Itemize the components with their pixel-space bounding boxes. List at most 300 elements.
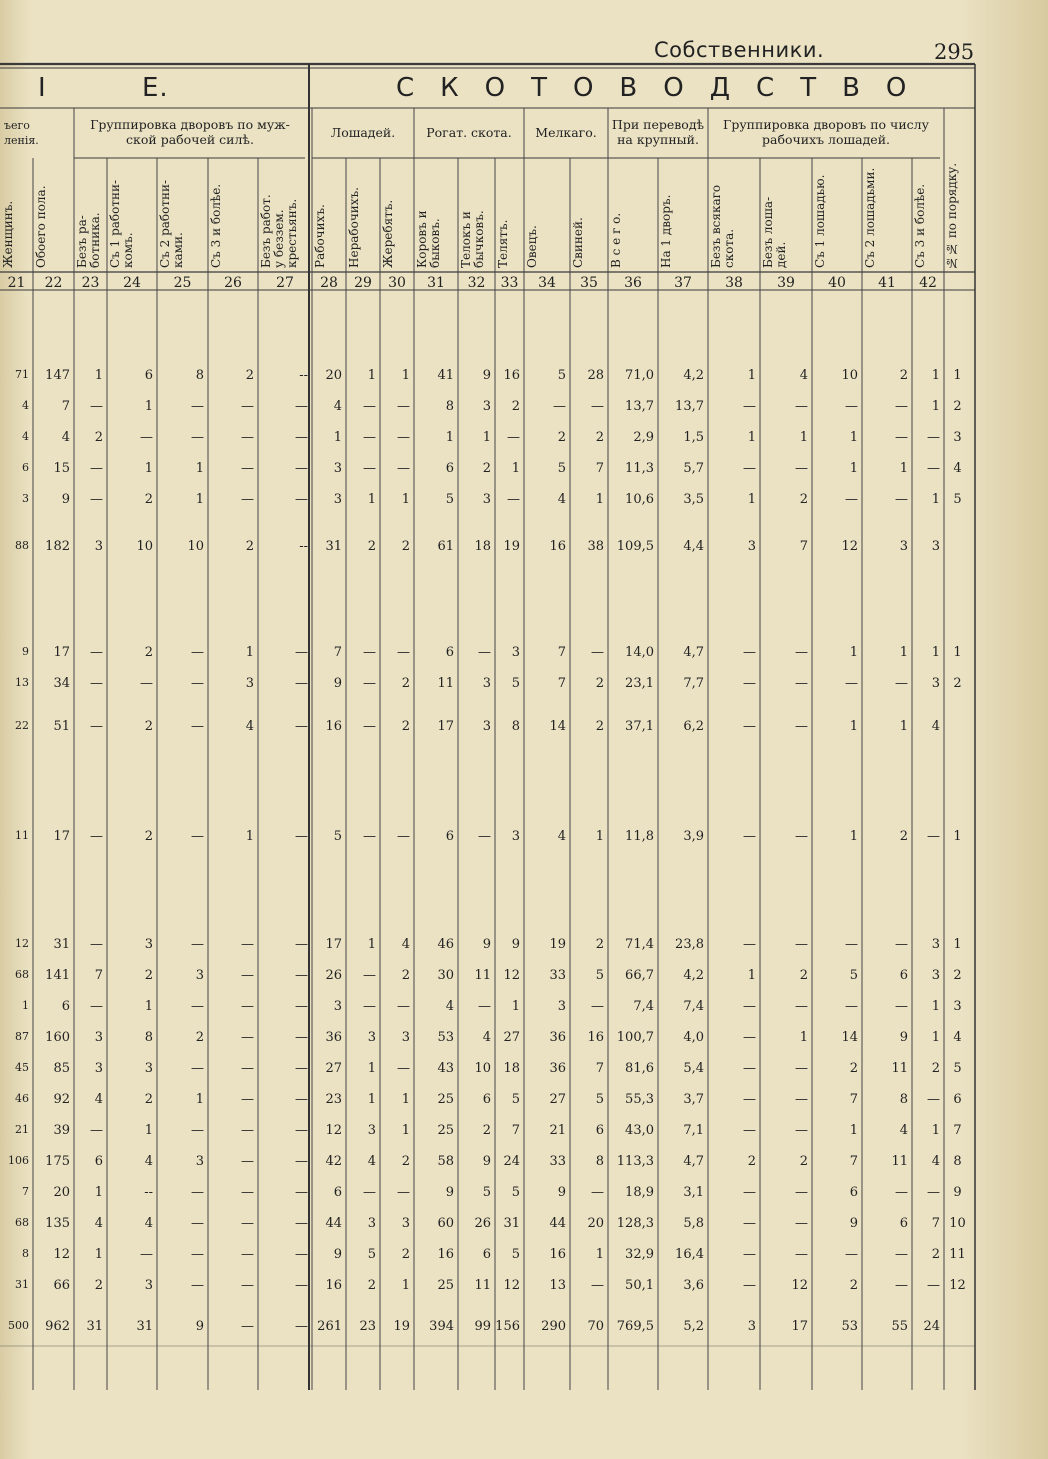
table-cell: 5 [367,1247,376,1262]
table-cell: 9 [511,937,520,952]
table-cell: 27 [549,1092,566,1107]
table-cell: — [241,1185,254,1200]
table-cell: 11,8 [625,829,654,844]
table-cell: 23,1 [625,676,654,691]
table-cell: 3 [931,676,940,691]
table-cell: 2 [401,1154,410,1169]
table-cell: — [845,676,858,691]
table-cell: 3 [482,676,491,691]
table-cell: — [507,430,520,445]
table-cell: 7 [94,968,103,983]
table-cell: — [295,1061,308,1076]
table-cell: 1 [849,829,858,844]
table-cell: 22 [15,719,29,732]
table-cell: 1 [953,829,962,844]
table-cell: — [743,461,756,476]
table-cell: 1 [747,430,756,445]
table-cell: 19 [393,1319,410,1334]
table-cell: — [191,1185,204,1200]
table-cell: — [241,461,254,476]
table-cell: 85 [53,1061,70,1076]
table-cell: 2 [595,430,604,445]
table-cell: — [363,829,376,844]
table-cell: 160 [45,1030,70,1045]
table-cell: 10 [187,539,204,554]
table-cell: 33 [549,968,566,983]
table-cell: 5 [595,1092,604,1107]
table-cell: — [397,645,410,660]
table-cell: 7 [333,645,342,660]
table-cell: 1 [367,1061,376,1076]
table-cell: 2 [799,968,808,983]
table-cell: 16 [549,1247,566,1262]
table-cell: 7 [557,676,566,691]
table-cell: 9 [333,676,342,691]
table-cell: 6 [61,999,70,1014]
column-header-label: Телятъ. [496,219,510,268]
table-cell: 2 [144,492,153,507]
table-cell: 55 [891,1319,908,1334]
table-cell: 11 [891,1061,908,1076]
table-cell: 1 [747,968,756,983]
table-cell: 2 [401,539,410,554]
table-cell: 4 [401,937,410,952]
table-cell: — [295,1185,308,1200]
table-cell: 17 [53,645,70,660]
group-cattle: Рогат. скота. [426,125,512,140]
table-cell: — [895,492,908,507]
table-cell: — [743,1030,756,1045]
table-cell: 2 [401,719,410,734]
table-cell: 2 [931,1247,940,1262]
table-cell: 1 [849,461,858,476]
table-cell: 1 [401,1092,410,1107]
table-cell: 2 [144,1092,153,1107]
table-cell: — [743,1216,756,1231]
column-number: 32 [467,275,486,291]
table-cell: 66 [53,1278,70,1293]
table-cell: — [895,1185,908,1200]
table-cell: 46 [15,1092,29,1105]
table-cell: — [140,1247,153,1262]
table-cell: 11 [891,1154,908,1169]
table-cell: — [363,645,376,660]
table-cell: — [927,1092,940,1107]
table-cell: — [927,1278,940,1293]
table-cell: 44 [549,1216,566,1231]
table-cell: 14,0 [625,645,654,660]
table-cell: 1 [94,1247,103,1262]
table-cell: 1 [953,937,962,952]
table-cell: — [295,1123,308,1138]
table-cell: 36 [549,1030,566,1045]
table-cell: 68 [15,968,29,981]
table-cell: 394 [429,1319,454,1334]
table-cell: 1 [931,368,940,383]
column-number: 35 [580,275,598,291]
group-horses: Лошадей. [330,125,396,140]
column-header-label: В с е г о. [609,212,623,268]
table-cell: 1 [144,461,153,476]
column-number: 27 [276,275,294,291]
table-cell: — [241,1030,254,1045]
table-cell: 2 [595,937,604,952]
table-cell: 4,2 [683,968,704,983]
table-cell: — [241,1061,254,1076]
table-cell: — [743,829,756,844]
column-header-label: Съ 3 и болѣе. [913,183,927,268]
table-cell: — [397,1185,410,1200]
table-cell: 5,8 [683,1216,704,1231]
table-cell: 3 [747,539,756,554]
table-cell: — [295,676,308,691]
column-number: 33 [500,275,519,291]
table-cell: 2 [799,1154,808,1169]
table-cell: — [591,399,604,414]
table-cell: 7,4 [633,999,654,1014]
table-cell: 4,7 [683,1154,704,1169]
table-cell: 3 [401,1216,410,1231]
column-number: 31 [427,275,445,291]
table-cell: 4 [144,1216,153,1231]
table-cell: 14 [549,719,566,734]
table-cell: 2 [401,1247,410,1262]
table-cell: 1 [953,645,962,660]
table-cell: 3,9 [683,829,704,844]
table-cell: — [363,719,376,734]
column-header-label: Съ 2 работни- ками. [158,179,185,268]
table-cell: 1 [245,645,254,660]
table-cell: 68 [15,1216,29,1229]
table-cell: 3 [94,539,103,554]
table-cell: 2 [94,1278,103,1293]
table-cell: 7 [557,645,566,660]
column-number: 30 [388,275,406,291]
table-cell: 20 [53,1185,70,1200]
table-cell: 6,2 [683,719,704,734]
table-cell: — [241,1154,254,1169]
table-cell: 3 [482,719,491,734]
table-cell: — [191,1247,204,1262]
table-cell: — [743,676,756,691]
table-cell: — [90,719,103,734]
table-cell: — [743,1123,756,1138]
table-cell: 1 [367,492,376,507]
column-header-label: Овецъ. [525,225,539,268]
table-cell: 1 [849,719,858,734]
table-cell: 12 [841,539,858,554]
table-cell: 4 [899,1123,908,1138]
table-cell: 1 [799,1030,808,1045]
table-cell: 44 [325,1216,342,1231]
table-cell: 5,2 [683,1319,704,1334]
column-header-label: Нерабочихъ. [347,187,361,268]
table-cell: 31 [503,1216,520,1231]
table-cell: 2 [144,719,153,734]
table-cell: 1 [333,430,342,445]
table-cell: 3 [953,430,962,445]
column-header-label: Съ 1 лошадью. [813,174,827,268]
table-cell: — [397,999,410,1014]
table-cell: — [478,829,491,844]
column-header-label: Телокъ и бычковъ. [459,210,486,268]
table-cell: 2 [144,968,153,983]
table-cell: 18 [474,539,491,554]
table-cell: 12 [503,968,520,983]
table-cell: — [478,999,491,1014]
table-cell: 1 [94,368,103,383]
table-cell: 16 [549,539,566,554]
table-cell: 71,0 [625,368,654,383]
table-cell: — [591,999,604,1014]
table-cell: 13 [15,676,29,689]
table-cell: 1 [195,492,204,507]
table-cell: 1 [931,492,940,507]
table-cell: 3,1 [683,1185,704,1200]
table-cell: 2 [595,719,604,734]
table-cell: 141 [45,968,70,983]
table-cell: 30 [437,968,454,983]
table-cell: — [90,492,103,507]
table-cell: 2 [144,645,153,660]
table-cell: 1 [511,461,520,476]
table-cell: 3 [195,968,204,983]
table-cell: 1 [367,368,376,383]
table-cell: 6 [849,1185,858,1200]
table-cell: 39 [53,1123,70,1138]
table-cell: — [191,430,204,445]
table-cell: 4,0 [683,1030,704,1045]
table-cell: 7 [595,1061,604,1076]
column-header-label: Рабочихъ. [313,204,327,268]
roman-numeral: I [38,73,47,103]
table-cell: 4 [953,1030,962,1045]
table-cell: — [795,676,808,691]
table-cell: — [363,1185,376,1200]
table-cell: 6 [953,1092,962,1107]
table-cell: 25 [437,1092,454,1107]
table-cell: — [743,1185,756,1200]
table-cell: 1 [899,461,908,476]
table-cell: 1 [849,645,858,660]
table-cell: — [295,492,308,507]
table-cell: — [90,937,103,952]
table-cell: 53 [841,1319,858,1334]
table-cell: 1 [595,492,604,507]
table-cell: 32,9 [625,1247,654,1262]
table-cell: 109,5 [616,539,654,554]
table-cell: 36 [325,1030,342,1045]
table-cell: 2 [953,968,962,983]
table-cell: 4 [94,1216,103,1231]
column-header-label: Безъ лоша- дей. [761,196,788,268]
table-cell: 4 [557,829,566,844]
table-cell: — [191,645,204,660]
table-cell: — [795,1185,808,1200]
table-cell: 1 [595,829,604,844]
group-horse-ownership: Группировка дворовъ по числу рабочихъ лошадей. [723,117,929,147]
table-cell: 8 [953,1154,962,1169]
column-number: 24 [123,275,141,291]
table-cell: 4 [482,1030,491,1045]
section-header: Собственники. [654,38,825,62]
table-cell: 38 [587,539,604,554]
table-cell: 2 [899,368,908,383]
table-cell: 5 [849,968,858,983]
table-cell: — [397,1061,410,1076]
table-cell: — [845,937,858,952]
table-cell: 9 [849,1216,858,1231]
table-cell: 5 [953,1061,962,1076]
table-cell: 2 [401,968,410,983]
table-cell: — [90,399,103,414]
table-cell: 4,2 [683,368,704,383]
table-cell: — [295,430,308,445]
table-cell: 5 [511,1247,520,1262]
table-cell: 99 [474,1319,491,1334]
table-cell: 3,7 [683,1092,704,1107]
table-cell: 3,6 [683,1278,704,1293]
column-header-label: №№ по порядку. [945,162,959,270]
table-cell: 17 [791,1319,808,1334]
table-cell: 1 [144,399,153,414]
table-cell: 156 [495,1319,520,1334]
table-cell: 13 [549,1278,566,1293]
table-cell: — [795,937,808,952]
table-cell: 2 [367,539,376,554]
table-cell: — [295,999,308,1014]
table-cell: — [191,999,204,1014]
table-cell: 17 [325,937,342,952]
table-cell: 7 [931,1216,940,1231]
table-cell: 7 [511,1123,520,1138]
table-cell: 4 [144,1154,153,1169]
table-cell: 21 [549,1123,566,1138]
table-cell: — [191,719,204,734]
column-header-label: Безъ работ. у беззем. крестьянъ. [259,194,299,268]
table-cell: 5,7 [683,461,704,476]
table-cell: 3 [511,829,520,844]
table-cell: 6 [445,461,454,476]
table-cell: — [241,1092,254,1107]
table-cell: — [795,461,808,476]
table-cell: 4 [953,461,962,476]
table-cell: 18,9 [625,1185,654,1200]
table-cell: — [795,1061,808,1076]
table-cell: 12 [15,937,29,950]
column-number: 41 [878,275,896,291]
table-cell: — [743,399,756,414]
table-cell: — [845,1247,858,1262]
column-number: 40 [828,275,846,291]
table-cell: 1 [799,430,808,445]
table-cell: 6 [445,645,454,660]
table-cell: 66,7 [625,968,654,983]
table-cell: 50,1 [625,1278,654,1293]
table-cell: — [191,1061,204,1076]
table-cell: 1 [931,399,940,414]
table-cell: 20 [587,1216,604,1231]
table-cell: — [795,1092,808,1107]
table-cell: 5 [953,492,962,507]
table-cell: 9 [482,1154,491,1169]
table-cell: 88 [15,539,29,552]
column-number: 23 [81,275,100,291]
table-cell: 31 [53,937,70,952]
table-cell: 25 [437,1123,454,1138]
table-cell: — [295,1092,308,1107]
table-cell: 53 [437,1030,454,1045]
table-cell: — [927,461,940,476]
table-cell: 1 [931,999,940,1014]
table-cell: 16 [503,368,520,383]
table-cell: 3 [482,399,491,414]
table-cell: 5 [333,829,342,844]
table-cell: 2 [799,492,808,507]
table-cell: 9 [482,368,491,383]
page-number: 295 [934,40,975,64]
table-cell: 5 [445,492,454,507]
table-cell: 3 [367,1216,376,1231]
table-cell: — [795,1123,808,1138]
table-cell: — [743,719,756,734]
table-cell: 1 [245,829,254,844]
table-cell: — [845,399,858,414]
table-cell: 25 [437,1278,454,1293]
table-cell: 11,3 [625,461,654,476]
table-cell: 2 [557,430,566,445]
table-cell: 1 [144,999,153,1014]
table-cell: 6 [482,1092,491,1107]
table-cell: — [743,937,756,952]
table-cell: 3 [367,1030,376,1045]
table-cell: 1 [899,645,908,660]
table-cell: 6 [482,1247,491,1262]
table-cell: — [295,719,308,734]
table-cell: — [295,1278,308,1293]
column-header-label: Обоего пола. [34,185,48,268]
table-cell: 147 [45,368,70,383]
table-cell: — [191,1216,204,1231]
table-cell: — [397,829,410,844]
table-cell: 10,6 [625,492,654,507]
table-cell: — [743,1061,756,1076]
table-cell: 2 [94,430,103,445]
table-cell: — [363,676,376,691]
group-workforce: Группировка дворовъ по муж- ской рабочей силѣ. [90,117,290,147]
livestock-title: СКОТОВОДСТВО [396,73,933,103]
table-cell: 33 [549,1154,566,1169]
table-cell: 7 [849,1092,858,1107]
table-cell: 4 [557,492,566,507]
table-cell: — [363,399,376,414]
table-cell: 4 [799,368,808,383]
table-cell: 4 [445,999,454,1014]
table-cell: 2 [144,829,153,844]
table-cell: 23 [359,1319,376,1334]
table-cell: 18 [503,1061,520,1076]
table-cell: 3 [333,461,342,476]
table-cell: 36 [549,1061,566,1076]
table-cell: 5 [482,1185,491,1200]
table-cell: 11 [474,968,491,983]
table-cell: 8 [595,1154,604,1169]
table-cell: 135 [45,1216,70,1231]
table-cell: 24 [923,1319,940,1334]
table-cell: 3 [94,1061,103,1076]
table-cell: 3 [931,937,940,952]
column-number: 38 [725,275,743,291]
